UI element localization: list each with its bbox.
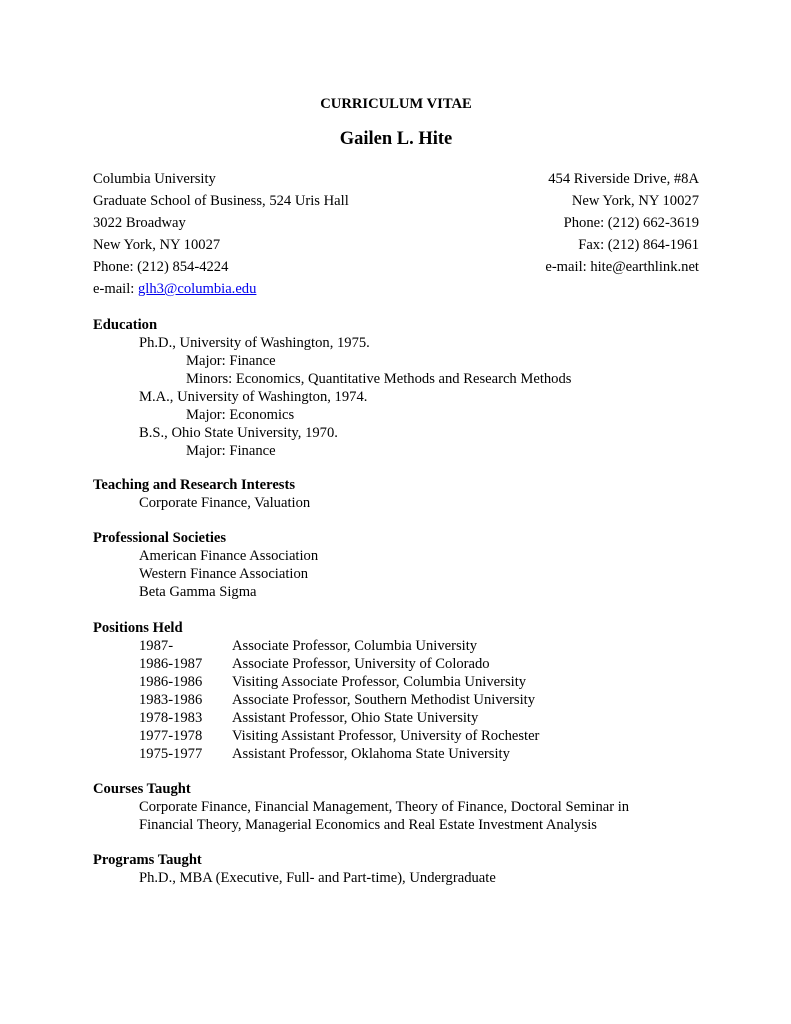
position-title: Associate Professor, University of Colorado — [232, 656, 490, 672]
positions-section — [93, 619, 699, 763]
office-email-line — [93, 278, 349, 300]
programs-section — [93, 851, 699, 887]
position-title: Associate Professor, Southern Methodist University — [232, 692, 536, 708]
programs-text: Ph.D., MBA (Executive, Full- and Part-time), Undergraduate — [139, 870, 496, 886]
position-years: 1977-1978 — [139, 728, 203, 744]
degree-entry: Ph.D., University of Washington, 1975. — [139, 335, 370, 351]
position-title: Visiting Assistant Professor, University of Rochester — [232, 728, 540, 744]
home-phone: Phone: (212) 662-3619 — [563, 215, 699, 231]
position-row — [93, 709, 699, 727]
position-row — [93, 673, 699, 691]
office-address-line: 3022 Broadway — [93, 215, 186, 231]
education-section — [93, 316, 699, 460]
position-years: 1987- — [139, 638, 174, 654]
courses-text: Financial Theory, Managerial Economics and Real Estate Investment Analysis — [139, 817, 597, 833]
position-row — [93, 637, 699, 655]
degree-entry: B.S., Ohio State University, 1970. — [139, 425, 338, 441]
position-row — [93, 727, 699, 745]
home-email: e-mail: hite@earthlink.net — [545, 259, 699, 275]
section-heading: Education — [93, 317, 158, 333]
person-name: Gailen L. Hite — [339, 129, 453, 149]
document-title: CURRICULUM VITAE — [320, 96, 472, 112]
home-address — [545, 168, 699, 278]
office-address-line: New York, NY 10027 — [93, 237, 221, 253]
degree-entry: M.A., University of Washington, 1974. — [139, 389, 368, 405]
position-title: Associate Professor, Columbia University — [232, 638, 478, 654]
office-phone: Phone: (212) 854-4224 — [93, 259, 229, 275]
office-email-link[interactable]: glh3@columbia.edu — [137, 281, 257, 297]
position-years: 1975-1977 — [139, 746, 203, 762]
degree-detail: Major: Finance — [186, 353, 276, 369]
position-title: Assistant Professor, Oklahoma State University — [232, 746, 510, 762]
section-heading: Positions Held — [93, 620, 183, 636]
section-heading: Programs Taught — [93, 852, 202, 868]
courses-text: Corporate Finance, Financial Management, Theory of Finance, Doctoral Seminar in — [139, 799, 630, 815]
position-years: 1986-1987 — [139, 656, 203, 672]
office-email-label: e-mail: — [93, 281, 138, 297]
office-address-line: Graduate School of Business, 524 Uris Hall — [93, 193, 349, 209]
section-heading: Teaching and Research Interests — [93, 477, 296, 493]
home-address-line: New York, NY 10027 — [571, 193, 699, 209]
position-title: Assistant Professor, Ohio State University — [232, 710, 479, 726]
society-item: American Finance Association — [139, 548, 319, 564]
interests-text: Corporate Finance, Valuation — [139, 495, 311, 511]
office-address-line: Columbia University — [93, 171, 216, 187]
interests-section — [93, 476, 699, 512]
position-row — [93, 745, 699, 763]
home-fax: Fax: (212) 864-1961 — [578, 237, 699, 253]
degree-detail: Minors: Economics, Quantitative Methods and Research Methods — [186, 371, 572, 387]
position-row — [93, 655, 699, 673]
position-years: 1983-1986 — [139, 692, 203, 708]
section-heading: Professional Societies — [93, 530, 227, 546]
degree-detail: Major: Economics — [186, 407, 295, 423]
section-heading: Courses Taught — [93, 781, 191, 797]
position-years: 1986-1986 — [139, 674, 203, 690]
degree-detail: Major: Finance — [186, 443, 276, 459]
society-item: Beta Gamma Sigma — [139, 584, 257, 600]
position-title: Visiting Associate Professor, Columbia University — [232, 674, 527, 690]
home-address-line: 454 Riverside Drive, #8A — [548, 171, 699, 187]
position-years: 1978-1983 — [139, 710, 203, 726]
office-address — [93, 168, 349, 300]
position-row — [93, 691, 699, 709]
societies-section — [93, 529, 699, 601]
courses-section — [93, 780, 699, 834]
society-item: Western Finance Association — [139, 566, 309, 582]
